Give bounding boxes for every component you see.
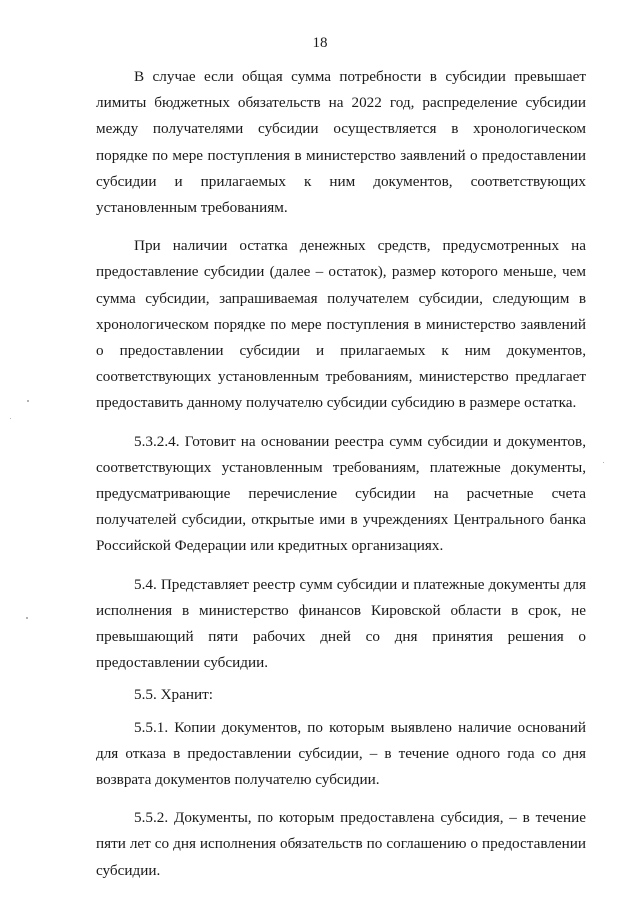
page-number: 18 xyxy=(312,35,328,51)
paragraph-remaining-funds: При наличии остатка денежных средств, предусмотренных на предоставление субсидии (далее – остаток), размер которого меньше, чем сумма субсидии, запрашиваемая получателем субсидии, следующим в хронологическом порядке по мере поступления в министерство заявлений о предоставлении субсидии и прилагаемых к ним документов, соответствующих установленным требованиям, министерство предлагает предоставить данному получателю субсидии субсидию в размере остатка. xyxy=(96,237,586,412)
document-body xyxy=(96,64,586,884)
scan-speck xyxy=(27,400,29,402)
paragraph-5-5-1: 5.5.1. Копии документов, по которым выявлено наличие оснований для отказа в предоставлении субсидии, – в течение одного года со дня возврата документов получателю субсидии. xyxy=(96,718,586,789)
paragraph-subsidy-limit-exceeded: В случае если общая сумма потребности в субсидии превышает лимиты бюджетных обязательств на 2022 год, распределение субсидии между получателями субсидии осуществляется в хронологическом порядке по мере поступления в министерство заявлений о предоставлении субсидии и прилагаемых к ним документов, соответствующих установленным требованиям. xyxy=(96,68,586,217)
paragraph-5-4: 5.4. Представляет реестр сумм субсидии и платежные документы для исполнения в министерство финансов Кировской области в срок, не превышающий пяти рабочих дней со дня принятия решения о предоставлении субсидии. xyxy=(96,575,586,672)
paragraph-5-3-2-4: 5.3.2.4. Готовит на основании реестра сумм субсидии и документов, соответствующих установленным требованиям, платежные документы, предусматривающие перечисление субсидии на расчетные счета получателей субсидии, открытые ими в учреждениях Центрального банка Российской Федерации или кредитных организациях. xyxy=(96,432,586,555)
scan-speck xyxy=(26,617,28,619)
scan-speck xyxy=(603,462,604,463)
scan-speck xyxy=(10,418,11,419)
paragraph-5-5-2: 5.5.2. Документы, по которым предоставлена субсидия, – в течение пяти лет со дня исполнения обязательств по соглашению о предоставлении субсидии. xyxy=(96,809,586,879)
paragraph-5-5: 5.5. Хранит: xyxy=(134,686,213,704)
